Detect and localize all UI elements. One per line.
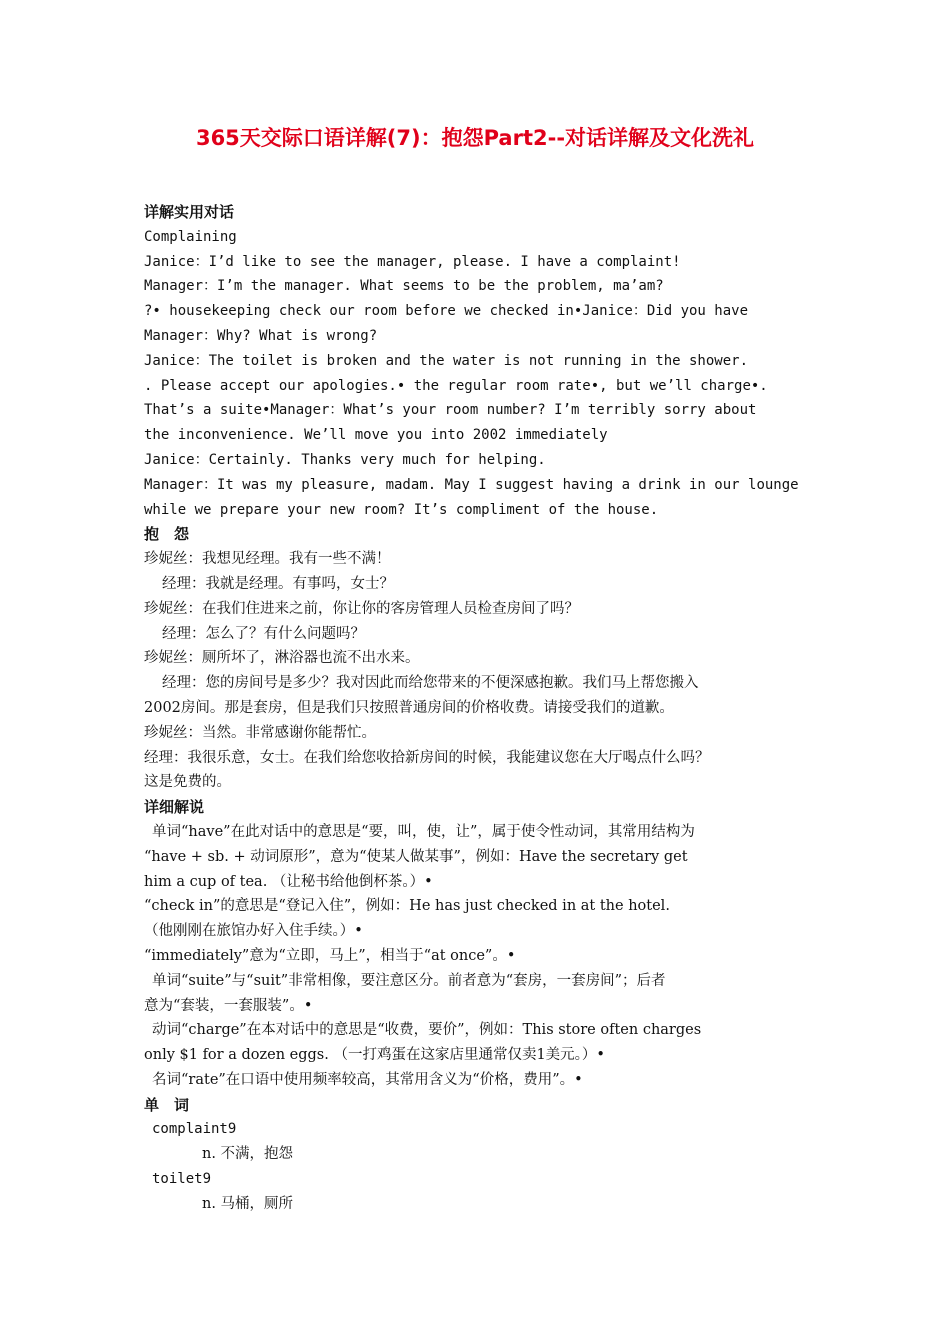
text-line: n. 马桶，厕所 (202, 1195, 294, 1212)
section-heading: 详细解说 (144, 798, 205, 817)
text-line: “have + sb. + 动词原形”，意为“使某人做某事”，例如：Have the secretary get (144, 848, 688, 865)
text-line: 这是免费的。 (144, 774, 231, 791)
text-line: 名词“rate”在口语中使用频率较高，其常用含义为“价格，费用”。• (152, 1071, 583, 1088)
text-line: complaint9 (152, 1121, 237, 1138)
text-line: 意为“套装，一套服装”。• (144, 997, 313, 1014)
text-line: 经理：您的房间号是多少？我对因此而给您带来的不便深感抱歉。我们马上帮您搬入 (162, 675, 699, 692)
text-line: “check in”的意思是“登记入住”，例如：He has just checked in at the hotel. (144, 898, 670, 915)
text-line: 2002房间。那是套房，但是我们只按照普通房间的价格收费。请接受我们的道歉。 (144, 699, 674, 716)
text-line: “immediately”意为“立即，马上”，相当于“at once”。• (144, 947, 516, 964)
text-line: only $1 for a dozen eggs. （一打鸡蛋在这家店里通常仅卖1美元。）• (144, 1047, 605, 1064)
document-title: 365天交际口语详解(7)：抱怨Part2--对话详解及文化洗礼 (195, 126, 755, 150)
text-line: 动词“charge”在本对话中的意思是“收费，要价”，例如：This store often charges (152, 1022, 702, 1039)
text-line: 珍妮丝：当然。非常感谢你能帮忙。 (144, 724, 376, 741)
text-line: n. 不满，抱怨 (202, 1146, 294, 1163)
text-line: him a cup of tea. （让秘书给他倒杯茶。）• (144, 873, 433, 890)
text-line: 珍妮丝：我想见经理。我有一些不满！ (144, 551, 391, 568)
text-line: 经理：怎么了？有什么问题吗？ (162, 625, 365, 642)
text-line: Janice：The toilet is broken and the water is not running in the shower. (144, 352, 749, 369)
text-line: Janice：Certainly. Thanks very much for helping. (144, 451, 546, 468)
text-line: That’s a suite•Manager：What’s your room number? I’m terribly sorry about (144, 402, 757, 419)
text-line: 珍妮丝：在我们住进来之前，你让你的客房管理人员检查房间了吗？ (144, 600, 579, 617)
text-line: 经理：我很乐意，女士。在我们给您收拾新房间的时候，我能建议您在大厅喝点什么吗？ (144, 749, 710, 766)
text-line: Complaining (144, 228, 237, 245)
text-line: the inconvenience. We’ll move you into 2002 immediately (144, 427, 608, 444)
text-line: 珍妮丝：厕所坏了，淋浴器也流不出水来。 (144, 650, 420, 667)
text-line: Manager：I’m the manager. What seems to be the problem, ma’am? (144, 278, 664, 295)
section-heading: 抱 怨 (144, 525, 190, 544)
text-line: 经理：我就是经理。有事吗，女士？ (162, 575, 394, 592)
text-line: ?• housekeeping check our room before we checked in•Janice：Did you have (144, 303, 749, 320)
section-heading: 单 词 (144, 1095, 190, 1114)
text-line: 单词“suite”与“suit”非常相像，要注意区分。前者意为“套房，一套房间”；后者 (152, 972, 666, 989)
text-line: Manager：It was my pleasure, madam. May I suggest having a drink in our lounge (144, 476, 799, 493)
text-line: toilet9 (152, 1171, 212, 1188)
text-line: 单词“have”在此对话中的意思是“要，叫，使，让”，属于使令性动词，其常用结构为 (152, 823, 695, 840)
text-line: . Please accept our apologies.• the regular room rate•, but we’ll charge•. (144, 377, 768, 394)
text-line: Manager：Why? What is wrong? (144, 327, 378, 344)
text-line: while we prepare your new room? It’s compliment of the house. (144, 501, 659, 518)
text-line: Janice：I’d like to see the manager, please. I have a complaint! (144, 253, 681, 270)
section-heading: 详解实用对话 (144, 203, 235, 221)
document-body (144, 200, 824, 1217)
text-line: （他刚刚在旅馆办好入住手续。）• (144, 923, 363, 940)
